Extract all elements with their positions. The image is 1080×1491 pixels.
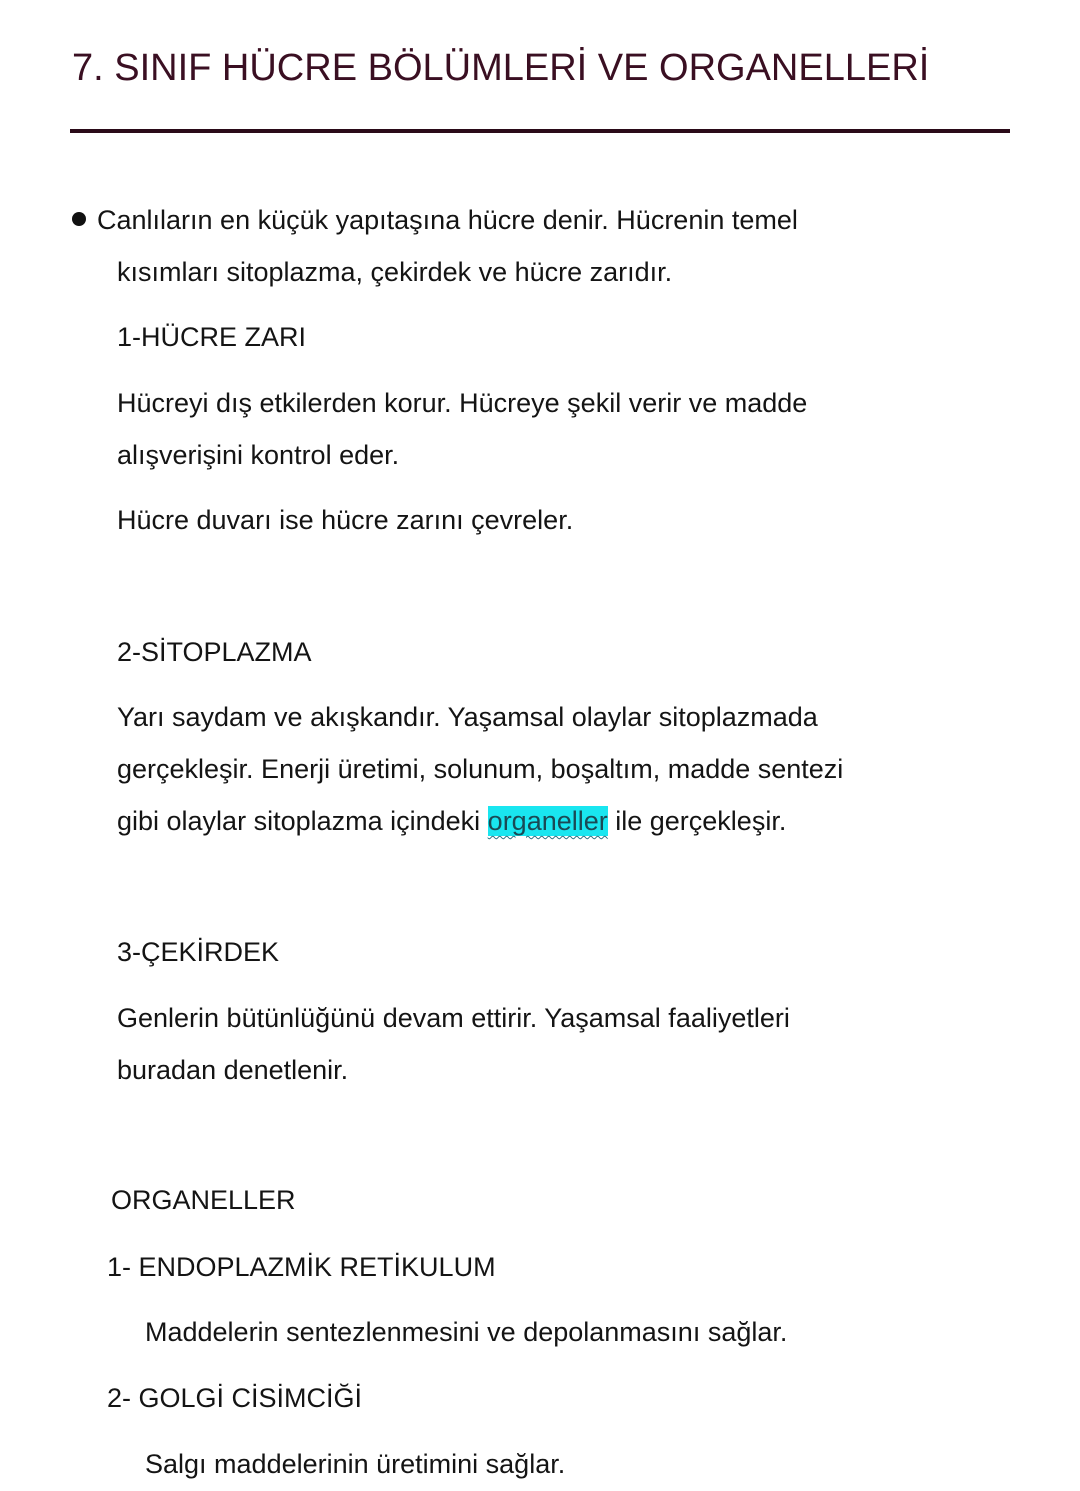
paragraph-line: Yarı saydam ve akışkandır. Yaşamsal olaylar sitoplazmada bbox=[117, 702, 818, 732]
organelle-name: 1- ENDOPLAZMİK RETİKULUM bbox=[107, 1252, 496, 1282]
organelle-description: Maddelerin sentezlenmesini ve depolanmasını sağlar. bbox=[145, 1317, 788, 1347]
intro-line-1: Canlıların en küçük yapıtaşına hücre denir. Hücrenin temel bbox=[97, 205, 798, 235]
paragraph-line: gerçekleşir. Enerji üretimi, solunum, boşaltım, madde sentezi bbox=[117, 754, 844, 784]
paragraph-line: Hücre duvarı ise hücre zarını çevreler. bbox=[117, 505, 574, 535]
highlighted-word[interactable]: organeller bbox=[487, 806, 608, 836]
intro-line-2: kısımları sitoplazma, çekirdek ve hücre zarıdır. bbox=[117, 257, 673, 287]
paragraph-line bbox=[117, 804, 786, 838]
title-divider bbox=[70, 129, 1010, 133]
organelle-description: Salgı maddelerinin üretimini sağlar. bbox=[145, 1449, 566, 1479]
section-heading-cytoplasm: 2-SİTOPLAZMA bbox=[117, 637, 312, 667]
paragraph-line: Genlerin bütünlüğünü devam ettirir. Yaşamsal faaliyetleri bbox=[117, 1003, 790, 1033]
paragraph-line: alışverişini kontrol eder. bbox=[117, 440, 400, 470]
section-heading-cell-membrane: 1-HÜCRE ZARI bbox=[117, 322, 307, 352]
bullet-icon bbox=[72, 212, 86, 226]
text-segment: gibi olaylar sitoplazma içindeki bbox=[117, 806, 488, 836]
paragraph-line: Hücreyi dış etkilerden korur. Hücreye şekil verir ve madde bbox=[117, 388, 808, 418]
page-title: 7. SINIF HÜCRE BÖLÜMLERİ VE ORGANELLERİ bbox=[72, 47, 930, 89]
organelles-heading: ORGANELLER bbox=[111, 1185, 296, 1215]
paragraph-line: buradan denetlenir. bbox=[117, 1055, 349, 1085]
section-heading-nucleus: 3-ÇEKİRDEK bbox=[117, 937, 280, 967]
organelle-name: 2- GOLGİ CİSİMCİĞİ bbox=[107, 1383, 363, 1413]
text-segment: ile gerçekleşir. bbox=[607, 806, 787, 836]
